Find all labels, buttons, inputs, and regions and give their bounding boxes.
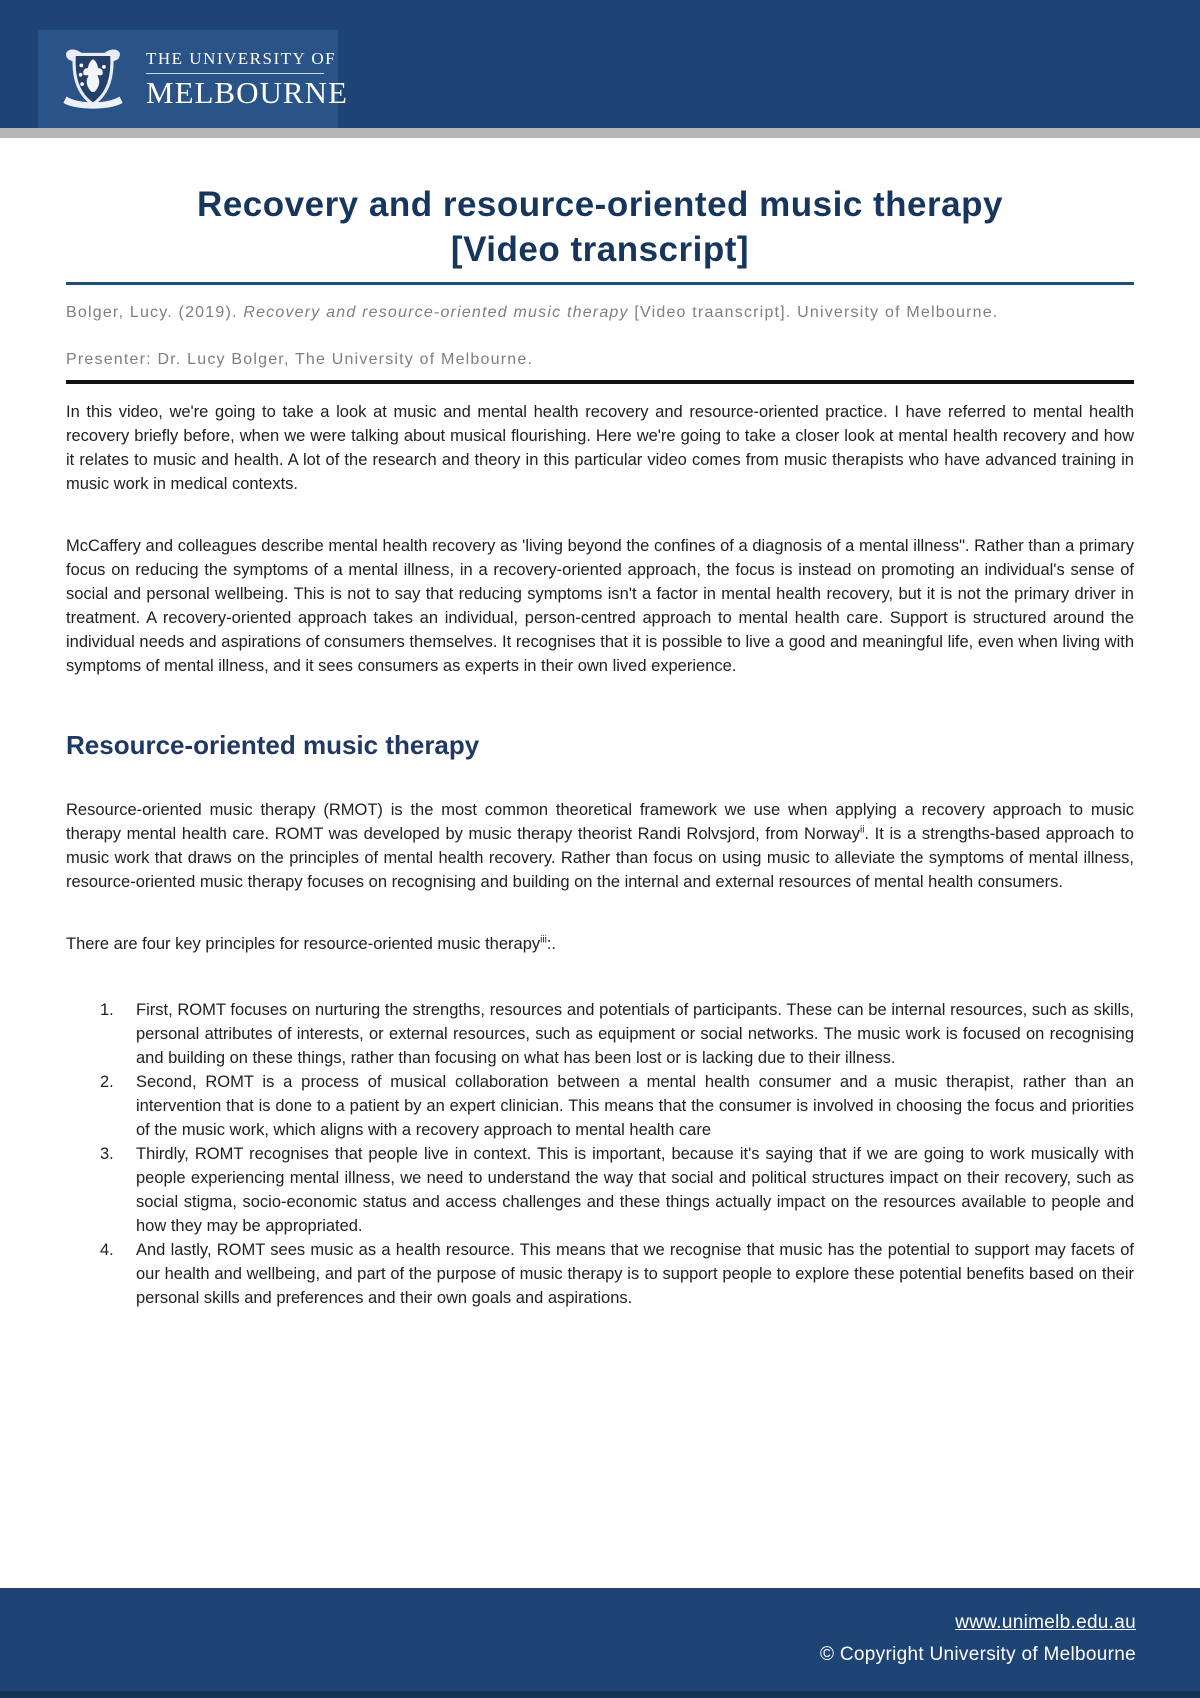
logo-line1: THE UNIVERSITY OF [146,49,337,68]
university-logo-text [146,49,348,109]
page-title [66,182,1134,272]
university-logo [38,30,348,128]
paragraph-romt [66,798,1134,894]
section-heading: Resource-oriented music therapy [66,730,480,760]
list-item [100,1238,1134,1310]
list-item-text: And lastly, ROMT sees music as a health resource. This means that we recognise that music has the potential to support may facets of our health and wellbeing, and part of the purpose of music therapy is to support people to explore these potential benefits based on their personal skills and preferences and their own goals and aspirations. [136,1241,1134,1307]
principles-intro-post: :. [546,935,556,953]
principles-intro-pre: There are four key principles for resource-oriented music therapy [66,935,541,953]
list-item-text: First, ROMT focuses on nurturing the strengths, resources and potentials of participants. These can be internal resources, such as skills, personal attributes of interests, or external resources, such as equipment or social networks. The music work is focused on recognising and building on these things, rather than focusing on what has been lost or is lacking due to their illness. [136,1001,1134,1067]
paragraph-romt-post: . It is a strengths-based approach to music work that draws on the principles of mental health recovery. Rather than focus on using music to alleviate the symptoms of mental illness, resource-oriented music therapy focuses on recognising and building on the internal and external resources of mental health consumers. [66,825,1134,891]
list-item [100,1070,1134,1142]
list-item-text: Thirdly, ROMT recognises that people live in context. This is important, because it's saying that if we are going to work musically with people experiencing mental illness, we need to understand the way that social and political structures impact on their recovery, such as social stigma, socio-economic status and access challenges and these things actually impact on the resources available to people and how they may be appropriated. [136,1145,1134,1235]
citation-post: [Video traanscript]. University of Melbourne. [628,304,999,321]
list-item-number: 1. [100,1001,114,1019]
presenter-line: Presenter: Dr. Lucy Bolger, The University of Melbourne. [66,351,534,368]
principles-list [66,998,1134,1310]
presenter-divider [66,380,1134,384]
list-item [100,998,1134,1070]
footnote-marker-iii: iii [540,934,547,946]
list-item-number: 2. [100,1073,114,1091]
document-content [0,138,1200,1310]
footer-edge-strip [0,1691,1200,1698]
paragraph-recovery-definition: McCaffery and colleagues describe mental health recovery as 'living beyond the confines of a diagnosis of a mental illness". Rather than a primary focus on reducing the symptoms of a mental illness, in a recovery-oriented approach, the focus is instead on promoting an individual's sense of social and personal wellbeing. This is not to say that reducing symptoms isn't a factor in mental health recovery, but it is not the primary driver in treatment. A recovery-oriented approach takes an individual, person-centred approach to mental health care. Support is structured around the individual needs and aspirations of consumers themselves. It recognises that it is possible to live a good and meaningful life, even when living with symptoms of mental illness, and it sees consumers as experts in their own lived experience. [66,537,1134,675]
list-item-number: 4. [100,1241,114,1259]
footer-copyright: © Copyright University of Melbourne [820,1644,1136,1665]
list-item-number: 3. [100,1145,114,1163]
paragraph-principles-intro [66,932,1134,956]
logo-line2: MELBOURNE [146,75,348,110]
page-title-line1: Recovery and resource-oriented music therapy [197,185,1003,224]
paragraph-intro: In this video, we're going to take a look at music and mental health recovery and resource-oriented practice. I have referred to mental health recovery briefly before, when we were talking about musical flourishing. Here we're going to take a closer look at mental health recovery and how it relates to music and health. A lot of the research and theory in this particular video comes from music therapists who have advanced training in music work in medical contexts. [66,403,1134,493]
footnote-marker-ii: ii [859,824,865,836]
paragraph-romt-pre: Resource-oriented music therapy (RMOT) is the most common theoretical framework we use when applying a recovery approach to music therapy mental health care. ROMT was developed by music therapy theorist Randi Rolvsjord, from Norway [66,801,1134,843]
title-divider [66,282,1134,285]
citation-work-title: Recovery and resource-oriented music therapy [243,304,629,321]
logo-divider [146,73,324,74]
university-crest-icon [54,42,132,116]
footer-bar [0,1588,1200,1698]
header-shadow-strip [0,128,1200,138]
list-item [100,1142,1134,1238]
citation-pre: Bolger, Lucy. (2019). [66,304,244,321]
footer-url-link[interactable]: www.unimelb.edu.au [955,1612,1136,1633]
page-title-line2: [Video transcript] [450,230,750,269]
list-item-text: Second, ROMT is a process of musical collaboration between a mental health consumer and a music therapist, rather than an intervention that is done to a patient by an expert clinician. This means that the consumer is involved in choosing the focus and priorities of the music work, which aligns with a recovery approach to mental health care [136,1073,1134,1139]
header-bar [0,0,1200,128]
citation [66,299,1134,326]
